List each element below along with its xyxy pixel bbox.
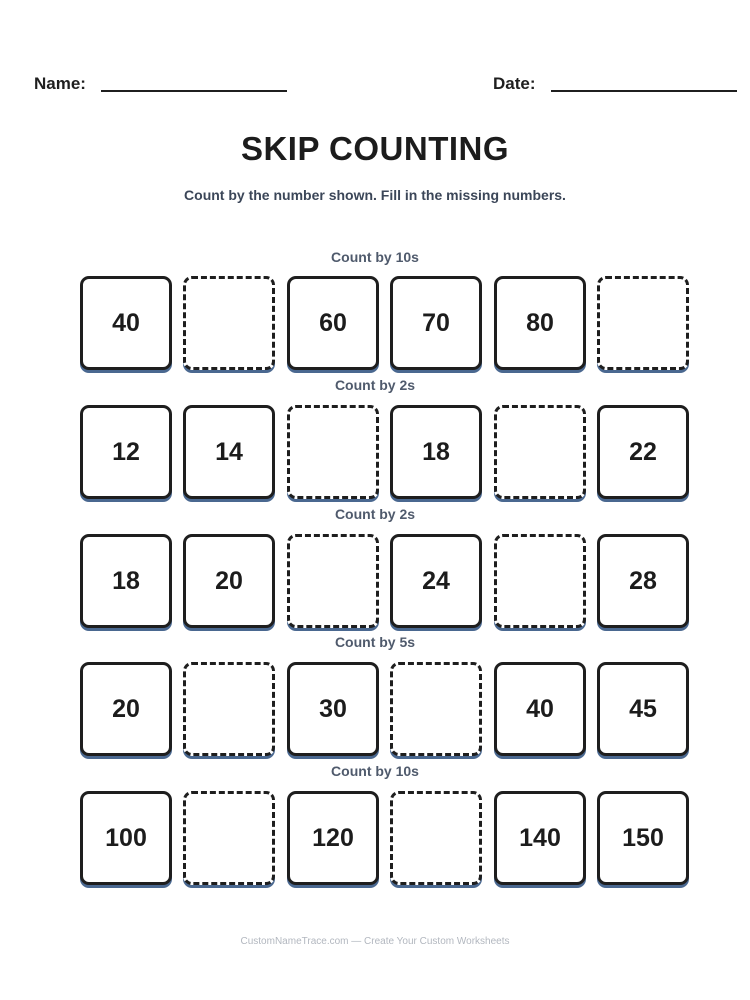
answer-box-blank[interactable] — [183, 662, 275, 756]
instructions: Count by the number shown. Fill in the missing numbers. — [184, 187, 566, 203]
answer-box-blank[interactable] — [287, 534, 379, 628]
worksheet-title: SKIP COUNTING — [240, 130, 510, 167]
row-label: Count by 5s — [334, 634, 416, 650]
number-box: 18 — [80, 534, 172, 628]
answer-box-blank[interactable] — [287, 405, 379, 499]
number-box: 12 — [80, 405, 172, 499]
number-box: 120 — [287, 791, 379, 885]
answer-box-blank[interactable] — [183, 791, 275, 885]
answer-box-blank[interactable] — [390, 662, 482, 756]
row-label: Count by 10s — [331, 249, 419, 265]
answer-box-blank[interactable] — [390, 791, 482, 885]
date-label: Date: — [493, 74, 536, 93]
date-line[interactable] — [551, 90, 737, 92]
number-box: 45 — [597, 662, 689, 756]
number-box: 40 — [80, 276, 172, 370]
number-box: 18 — [390, 405, 482, 499]
number-box: 30 — [287, 662, 379, 756]
answer-box-blank[interactable] — [183, 276, 275, 370]
number-box: 24 — [390, 534, 482, 628]
footer-credit: CustomNameTrace.com — Create Your Custom Worksheets — [240, 936, 510, 947]
number-box: 60 — [287, 276, 379, 370]
number-box: 140 — [494, 791, 586, 885]
answer-box-blank[interactable] — [494, 405, 586, 499]
answer-box-blank[interactable] — [597, 276, 689, 370]
number-box: 20 — [183, 534, 275, 628]
row-label: Count by 10s — [331, 763, 419, 779]
number-box: 22 — [597, 405, 689, 499]
number-box: 100 — [80, 791, 172, 885]
number-box: 70 — [390, 276, 482, 370]
number-box: 80 — [494, 276, 586, 370]
name-label: Name: — [34, 74, 86, 93]
number-box: 150 — [597, 791, 689, 885]
number-box: 28 — [597, 534, 689, 628]
answer-box-blank[interactable] — [494, 534, 586, 628]
row-label: Count by 2s — [334, 506, 416, 522]
number-box: 14 — [183, 405, 275, 499]
row-label: Count by 2s — [334, 377, 416, 393]
name-line[interactable] — [101, 90, 287, 92]
number-box: 40 — [494, 662, 586, 756]
number-box: 20 — [80, 662, 172, 756]
